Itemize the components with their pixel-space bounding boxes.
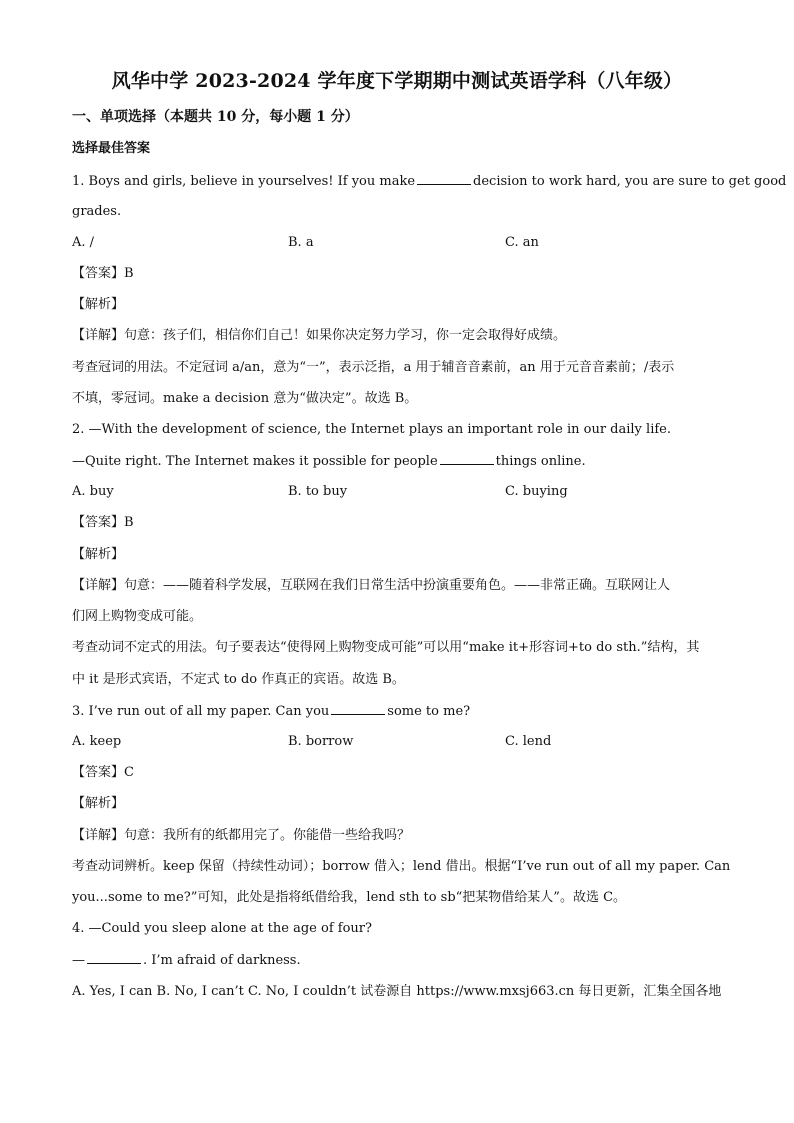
q2-option-c: C. buying bbox=[505, 484, 568, 499]
q2-detail-1: 【详解】句意：——随着科学发展，互联网在我们日常生活中扮演重要角色。——非常正确。互联网让人 bbox=[72, 578, 671, 593]
answer-blank bbox=[417, 172, 471, 185]
question-2-stem: 2. —With the development of science, the Internet plays an important role in our daily life. bbox=[72, 422, 671, 437]
q3-option-a: A. keep bbox=[72, 734, 122, 749]
q1-option-c: C. an bbox=[505, 235, 539, 250]
q3-option-c: C. lend bbox=[505, 734, 552, 749]
q1-option-a: A. / bbox=[72, 235, 95, 250]
q2-option-b: B. to buy bbox=[288, 484, 348, 499]
q3-explanation-1: 考查动词辨析。keep 保留（持续性动词）；borrow 借入；lend 借出。根据“I’ve run out of all my paper. Can bbox=[72, 859, 731, 874]
subsection-heading: 选择最佳答案 bbox=[72, 141, 151, 156]
question-4-stem-cont: — . I’m afraid of darkness. bbox=[72, 953, 301, 968]
q1-explanation-1: 考查冠词的用法。不定冠词 a/an，意为“一”，表示泛指，a 用于辅音音素前，an 用于元音音素前；/表示 bbox=[72, 360, 675, 375]
q3-explanation-2: you...some to me?”可知，此处是指将纸借给我，lend sth to sb“把某物借给某人”。故选 C。 bbox=[72, 890, 627, 905]
q4-options-line: A. Yes, I can B. No, I can’t C. No, I couldn’t 试卷源自 https://www.mxsj663.cn 每日更新，汇集全国各地 bbox=[72, 984, 722, 999]
question-1-stem-cont: grades. bbox=[72, 204, 122, 219]
q1-answer: 【答案】B bbox=[72, 266, 134, 281]
q2-explanation-2: 中 it 是形式宾语，不定式 to do 作真正的宾语。故选 B。 bbox=[72, 672, 405, 687]
answer-blank bbox=[331, 702, 385, 715]
q1-detail: 【详解】句意：孩子们，相信你们自己！如果你决定努力学习，你一定会取得好成绩。 bbox=[72, 328, 567, 343]
q3-option-b: B. borrow bbox=[288, 734, 354, 749]
question-3-stem: 3. I’ve run out of all my paper. Can you some to me? bbox=[72, 704, 471, 719]
q3-analysis-label: 【解析】 bbox=[72, 796, 125, 811]
page-title: 风华中学 2023-2024 学年度下学期期中测试英语学科（八年级） bbox=[111, 70, 683, 92]
answer-blank bbox=[87, 951, 141, 964]
q2-analysis-label: 【解析】 bbox=[72, 547, 125, 562]
q1-option-b: B. a bbox=[288, 235, 314, 250]
q2-explanation-1: 考查动词不定式的用法。句子要表达“使得网上购物变成可能”可以用“make it+形容词+to do sth.”结构，其 bbox=[72, 640, 700, 655]
q1-explanation-2: 不填，零冠词。make a decision 意为“做决定”。故选 B。 bbox=[72, 391, 418, 406]
section-heading: 一、单项选择（本题共 10 分，每小题 1 分） bbox=[72, 109, 359, 125]
q3-answer: 【答案】C bbox=[72, 765, 134, 780]
question-2-stem-cont: —Quite right. The Internet makes it possible for people things online. bbox=[72, 454, 586, 469]
answer-blank bbox=[440, 452, 494, 465]
q3-detail: 【详解】句意：我所有的纸都用完了。你能借一些给我吗？ bbox=[72, 828, 411, 843]
q2-detail-2: 们网上购物变成可能。 bbox=[72, 609, 203, 624]
q2-answer: 【答案】B bbox=[72, 515, 134, 530]
question-4-stem: 4. —Could you sleep alone at the age of four? bbox=[72, 921, 372, 936]
question-1-stem: 1. Boys and girls, believe in yourselves! If you make decision to work hard, you are sure to get good bbox=[72, 174, 787, 189]
q1-analysis-label: 【解析】 bbox=[72, 297, 125, 312]
q2-option-a: A. buy bbox=[72, 484, 114, 499]
